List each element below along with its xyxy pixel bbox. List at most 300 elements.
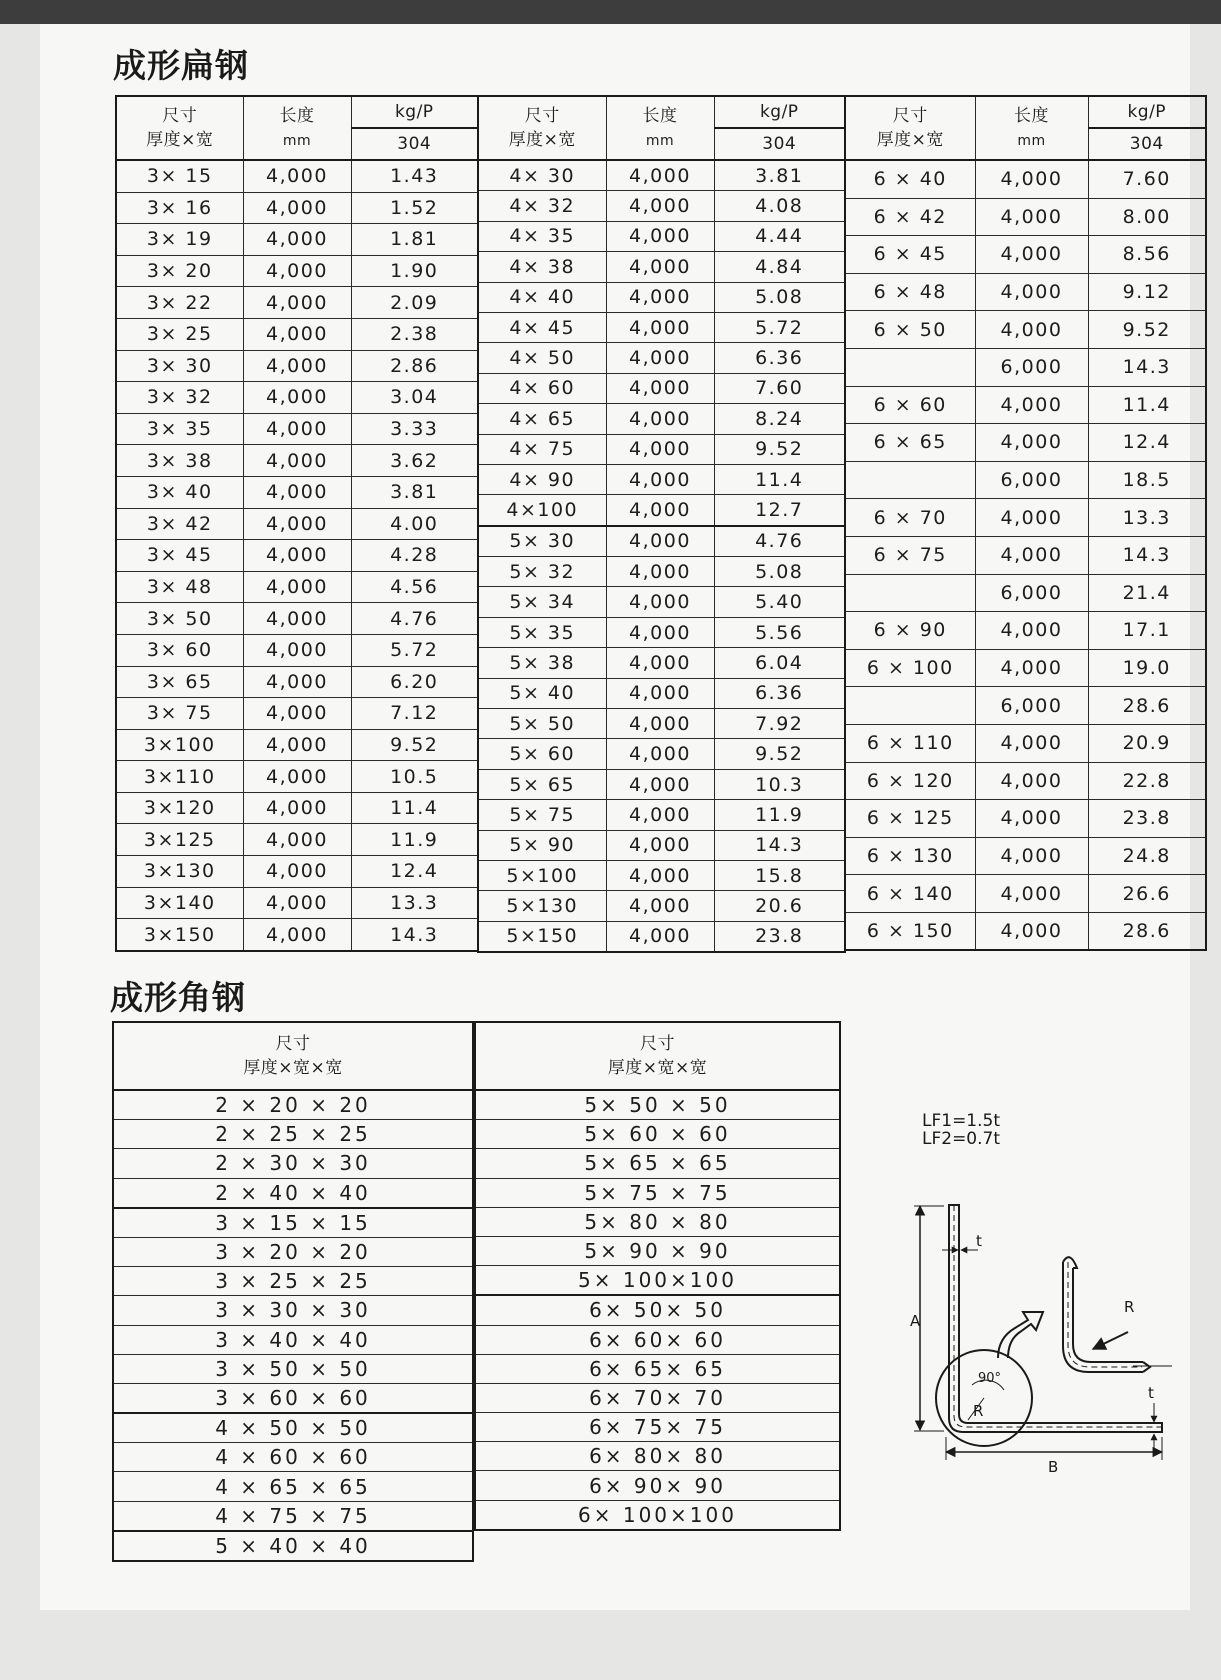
grade-header: 304 bbox=[714, 128, 845, 160]
size-cell: 3× 30 bbox=[116, 350, 243, 382]
weight-cell: 4.44 bbox=[714, 221, 845, 251]
weight-cell: 3.62 bbox=[351, 445, 478, 477]
table-row bbox=[845, 612, 1206, 650]
radius-label-small: R bbox=[973, 1402, 984, 1420]
length-cell: 4,000 bbox=[975, 273, 1088, 311]
weight-cell: 6.20 bbox=[351, 666, 478, 698]
weight-cell: 1.81 bbox=[351, 224, 478, 256]
table-row bbox=[845, 273, 1206, 311]
length-cell: 4,000 bbox=[975, 837, 1088, 875]
table-row bbox=[845, 837, 1206, 875]
angle-steel-title: 成形角钢 bbox=[110, 978, 246, 1017]
length-cell: 4,000 bbox=[243, 698, 351, 730]
length-cell: 4,000 bbox=[243, 887, 351, 919]
size-cell: 3× 16 bbox=[116, 192, 243, 224]
length-cell: 4,000 bbox=[975, 236, 1088, 274]
angle-size-cell: 2 × 40 × 40 bbox=[113, 1178, 473, 1208]
length-cell: 4,000 bbox=[606, 587, 714, 617]
length-cell: 4,000 bbox=[243, 445, 351, 477]
size-cell: 3× 25 bbox=[116, 318, 243, 350]
table-row bbox=[845, 724, 1206, 762]
weight-cell: 20.6 bbox=[714, 891, 845, 921]
table-row bbox=[475, 1120, 840, 1149]
table-row bbox=[478, 739, 845, 769]
table-row bbox=[475, 1413, 840, 1442]
weight-cell: 24.8 bbox=[1088, 837, 1206, 875]
weight-cell: 22.8 bbox=[1088, 762, 1206, 800]
weight-header: kg/P bbox=[714, 96, 845, 128]
table-row bbox=[478, 860, 845, 890]
length-cell: 4,000 bbox=[606, 160, 714, 191]
length-cell: 4,000 bbox=[243, 666, 351, 698]
table-row bbox=[116, 224, 478, 256]
weight-cell: 3.33 bbox=[351, 413, 478, 445]
weight-cell: 19.0 bbox=[1088, 649, 1206, 687]
table-row bbox=[475, 1295, 840, 1325]
length-cell: 4,000 bbox=[243, 761, 351, 793]
size-cell: 4× 60 bbox=[478, 373, 606, 403]
size-cell: 6 × 150 bbox=[845, 912, 975, 950]
length-cell: 4,000 bbox=[243, 571, 351, 603]
size-cell: 5×130 bbox=[478, 891, 606, 921]
size-cell: 4× 35 bbox=[478, 221, 606, 251]
weight-cell: 2.38 bbox=[351, 318, 478, 350]
size-cell: 3×125 bbox=[116, 824, 243, 856]
angle-size-cell: 4 × 65 × 65 bbox=[113, 1472, 473, 1501]
angle-size-cell: 5 × 40 × 40 bbox=[113, 1531, 473, 1561]
table-row bbox=[113, 1149, 473, 1178]
table-row bbox=[478, 921, 845, 952]
table-row bbox=[116, 445, 478, 477]
table-row bbox=[478, 891, 845, 921]
weight-cell: 8.56 bbox=[1088, 236, 1206, 274]
length-cell: 4,000 bbox=[606, 282, 714, 312]
size-header: 尺寸 厚度×宽 bbox=[478, 96, 606, 160]
table-row bbox=[116, 413, 478, 445]
angle-size-cell: 6× 65× 65 bbox=[475, 1354, 840, 1383]
grade-header: 304 bbox=[1088, 128, 1206, 160]
weight-cell: 5.08 bbox=[714, 282, 845, 312]
size-cell: 6 × 140 bbox=[845, 875, 975, 913]
weight-cell: 13.3 bbox=[1088, 499, 1206, 537]
length-cell: 6,000 bbox=[975, 461, 1088, 499]
angle-size-cell: 4 × 50 × 50 bbox=[113, 1413, 473, 1443]
weight-cell: 23.8 bbox=[1088, 800, 1206, 838]
table-row bbox=[478, 373, 845, 403]
size-cell: 4× 40 bbox=[478, 282, 606, 312]
table-row bbox=[845, 762, 1206, 800]
angle-size-cell: 6× 75× 75 bbox=[475, 1413, 840, 1442]
table-row bbox=[845, 499, 1206, 537]
length-cell: 4,000 bbox=[606, 252, 714, 282]
table-row bbox=[116, 761, 478, 793]
table-row bbox=[478, 830, 845, 860]
weight-cell: 3.81 bbox=[351, 476, 478, 508]
length-cell: 4,000 bbox=[606, 769, 714, 799]
angle-size-header: 尺寸 厚度×宽×宽 bbox=[113, 1022, 473, 1090]
table-row bbox=[478, 617, 845, 647]
weight-cell: 5.72 bbox=[714, 312, 845, 342]
lf2-formula: LF2=0.7t bbox=[922, 1129, 1001, 1149]
table-row bbox=[845, 574, 1206, 612]
weight-cell: 4.08 bbox=[714, 191, 845, 221]
table-row bbox=[475, 1325, 840, 1354]
weight-cell: 5.08 bbox=[714, 557, 845, 587]
weight-cell: 10.5 bbox=[351, 761, 478, 793]
length-cell: 4,000 bbox=[975, 875, 1088, 913]
weight-cell: 7.12 bbox=[351, 698, 478, 730]
length-cell: 4,000 bbox=[606, 464, 714, 494]
length-cell: 4,000 bbox=[975, 762, 1088, 800]
length-cell: 4,000 bbox=[975, 160, 1088, 198]
table-row bbox=[478, 221, 845, 251]
flat-steel-table-2 bbox=[477, 95, 846, 953]
weight-cell: 6.36 bbox=[714, 343, 845, 373]
size-cell: 5× 30 bbox=[478, 526, 606, 557]
table-row bbox=[478, 800, 845, 830]
length-cell: 4,000 bbox=[975, 198, 1088, 236]
length-cell: 4,000 bbox=[606, 800, 714, 830]
size-cell: 6 × 65 bbox=[845, 424, 975, 462]
table-row bbox=[116, 887, 478, 919]
size-cell: 4× 90 bbox=[478, 464, 606, 494]
flat-steel-table-3 bbox=[844, 95, 1207, 951]
weight-cell: 14.3 bbox=[1088, 536, 1206, 574]
angle-size-cell: 6× 80× 80 bbox=[475, 1442, 840, 1471]
weight-cell: 23.8 bbox=[714, 921, 845, 952]
size-cell: 6 × 110 bbox=[845, 724, 975, 762]
size-cell: 4× 38 bbox=[478, 252, 606, 282]
weight-cell: 4.84 bbox=[714, 252, 845, 282]
table-row bbox=[113, 1531, 473, 1561]
size-cell: 3× 32 bbox=[116, 382, 243, 414]
length-cell: 4,000 bbox=[975, 612, 1088, 650]
table-row bbox=[116, 287, 478, 319]
table-row bbox=[113, 1267, 473, 1296]
table-row bbox=[475, 1090, 840, 1120]
angle-size-cell: 5× 50 × 50 bbox=[475, 1090, 840, 1120]
weight-cell: 7.60 bbox=[1088, 160, 1206, 198]
size-cell: 3× 50 bbox=[116, 603, 243, 635]
length-cell: 4,000 bbox=[243, 224, 351, 256]
table-row bbox=[478, 495, 845, 526]
size-cell: 5× 40 bbox=[478, 678, 606, 708]
table-row bbox=[116, 603, 478, 635]
table-row bbox=[478, 557, 845, 587]
length-cell: 4,000 bbox=[243, 540, 351, 572]
table-row bbox=[845, 198, 1206, 236]
angle-size-cell: 3 × 20 × 20 bbox=[113, 1237, 473, 1266]
length-cell: 4,000 bbox=[975, 800, 1088, 838]
angle-size-cell: 5× 75 × 75 bbox=[475, 1178, 840, 1207]
angle-size-cell: 5× 65 × 65 bbox=[475, 1149, 840, 1178]
flat-steel-rows-1 bbox=[116, 160, 478, 951]
flat-steel-rows-2 bbox=[478, 160, 845, 952]
table-row bbox=[845, 536, 1206, 574]
table-row bbox=[845, 386, 1206, 424]
angle-size-header: 尺寸 厚度×宽×宽 bbox=[475, 1022, 840, 1090]
length-cell: 4,000 bbox=[243, 476, 351, 508]
thickness-label: t bbox=[976, 1232, 982, 1250]
table-row bbox=[475, 1500, 840, 1530]
table-row bbox=[478, 587, 845, 617]
angle-size-cell: 6× 50× 50 bbox=[475, 1295, 840, 1325]
size-cell: 3× 42 bbox=[116, 508, 243, 540]
weight-cell: 8.24 bbox=[714, 404, 845, 434]
weight-cell: 3.81 bbox=[714, 160, 845, 191]
table-row bbox=[475, 1383, 840, 1412]
table-row bbox=[113, 1501, 473, 1531]
size-cell: 5×100 bbox=[478, 860, 606, 890]
length-cell: 4,000 bbox=[606, 312, 714, 342]
size-cell: 3× 35 bbox=[116, 413, 243, 445]
weight-cell: 9.52 bbox=[351, 729, 478, 761]
angle-size-cell: 3 × 40 × 40 bbox=[113, 1325, 473, 1354]
size-cell: 3×130 bbox=[116, 856, 243, 888]
weight-header: kg/P bbox=[351, 96, 478, 128]
angle-size-cell: 3 × 30 × 30 bbox=[113, 1296, 473, 1325]
table-row bbox=[478, 434, 845, 464]
table-row bbox=[113, 1325, 473, 1354]
weight-cell: 10.3 bbox=[714, 769, 845, 799]
weight-cell: 11.4 bbox=[714, 464, 845, 494]
table-row bbox=[113, 1237, 473, 1266]
size-cell: 3× 75 bbox=[116, 698, 243, 730]
size-cell: 5× 38 bbox=[478, 648, 606, 678]
table-row bbox=[475, 1149, 840, 1178]
table-row bbox=[116, 856, 478, 888]
angle-size-cell: 3 × 25 × 25 bbox=[113, 1267, 473, 1296]
size-cell: 4×100 bbox=[478, 495, 606, 526]
size-cell bbox=[845, 574, 975, 612]
size-cell: 4× 32 bbox=[478, 191, 606, 221]
zoomed-bend bbox=[1063, 1262, 1143, 1372]
angle-size-cell: 3 × 15 × 15 bbox=[113, 1208, 473, 1238]
weight-cell: 15.8 bbox=[714, 860, 845, 890]
table-row bbox=[116, 476, 478, 508]
length-cell: 4,000 bbox=[606, 343, 714, 373]
dim-a-label: A bbox=[910, 1312, 921, 1330]
length-cell: 4,000 bbox=[243, 856, 351, 888]
table-row bbox=[113, 1090, 473, 1120]
flat-steel-title: 成形扁钢 bbox=[113, 46, 249, 85]
length-cell: 4,000 bbox=[243, 350, 351, 382]
flat-steel-table-1 bbox=[115, 95, 479, 952]
thickness-label-2: t bbox=[1148, 1384, 1154, 1402]
length-cell: 4,000 bbox=[606, 495, 714, 526]
angle-size-cell: 5× 100×100 bbox=[475, 1266, 840, 1296]
angle-size-cell: 5× 80 × 80 bbox=[475, 1207, 840, 1236]
radius-label: R bbox=[1124, 1298, 1135, 1316]
length-cell: 4,000 bbox=[243, 729, 351, 761]
weight-cell: 18.5 bbox=[1088, 461, 1206, 499]
length-cell: 4,000 bbox=[606, 617, 714, 647]
length-cell: 4,000 bbox=[243, 192, 351, 224]
table-row bbox=[478, 648, 845, 678]
grade-header: 304 bbox=[351, 128, 478, 160]
weight-cell: 11.9 bbox=[714, 800, 845, 830]
length-cell: 4,000 bbox=[975, 724, 1088, 762]
size-cell: 6 × 75 bbox=[845, 536, 975, 574]
size-cell: 3× 38 bbox=[116, 445, 243, 477]
angle-size-cell: 4 × 75 × 75 bbox=[113, 1501, 473, 1531]
angle-label: 90° bbox=[978, 1371, 1002, 1386]
table-row bbox=[116, 382, 478, 414]
zoom-arrow bbox=[998, 1312, 1043, 1358]
length-header: 长度 mm bbox=[975, 96, 1088, 160]
size-cell: 3× 40 bbox=[116, 476, 243, 508]
size-cell: 6 × 60 bbox=[845, 386, 975, 424]
length-cell: 4,000 bbox=[606, 221, 714, 251]
table-row bbox=[478, 769, 845, 799]
size-cell: 3×100 bbox=[116, 729, 243, 761]
centerline bbox=[954, 1205, 1162, 1427]
table-row bbox=[113, 1413, 473, 1443]
size-cell: 6 × 125 bbox=[845, 800, 975, 838]
weight-cell: 5.72 bbox=[351, 634, 478, 666]
table-row bbox=[478, 191, 845, 221]
size-cell: 3× 20 bbox=[116, 255, 243, 287]
table-row bbox=[113, 1178, 473, 1208]
radius-pointer bbox=[1093, 1332, 1128, 1349]
size-cell: 6 × 48 bbox=[845, 273, 975, 311]
size-cell bbox=[845, 461, 975, 499]
size-cell: 3× 45 bbox=[116, 540, 243, 572]
table-row bbox=[116, 919, 478, 951]
weight-cell: 4.56 bbox=[351, 571, 478, 603]
table-row bbox=[478, 160, 845, 191]
dim-b-label: B bbox=[1048, 1458, 1059, 1476]
table-row bbox=[845, 687, 1206, 725]
weight-cell: 1.52 bbox=[351, 192, 478, 224]
table-row bbox=[475, 1471, 840, 1500]
weight-cell: 12.7 bbox=[714, 495, 845, 526]
length-cell: 4,000 bbox=[243, 919, 351, 951]
weight-cell: 14.3 bbox=[351, 919, 478, 951]
angle-steel-table-2 bbox=[474, 1021, 841, 1531]
size-cell: 6 × 120 bbox=[845, 762, 975, 800]
size-cell: 6 × 42 bbox=[845, 198, 975, 236]
size-cell: 3×110 bbox=[116, 761, 243, 793]
weight-cell: 28.6 bbox=[1088, 912, 1206, 950]
angle-size-cell: 5× 90 × 90 bbox=[475, 1236, 840, 1265]
size-cell: 3×150 bbox=[116, 919, 243, 951]
length-cell: 4,000 bbox=[606, 434, 714, 464]
size-header: 尺寸 厚度×宽 bbox=[845, 96, 975, 160]
table-row bbox=[116, 318, 478, 350]
size-cell: 6 × 130 bbox=[845, 837, 975, 875]
table-row bbox=[116, 698, 478, 730]
size-cell: 6 × 50 bbox=[845, 311, 975, 349]
table-row bbox=[478, 526, 845, 557]
weight-cell: 21.4 bbox=[1088, 574, 1206, 612]
table-row bbox=[475, 1354, 840, 1383]
weight-cell: 12.4 bbox=[351, 856, 478, 888]
weight-cell: 28.6 bbox=[1088, 687, 1206, 725]
table-row bbox=[116, 571, 478, 603]
length-cell: 4,000 bbox=[975, 536, 1088, 574]
weight-cell: 4.00 bbox=[351, 508, 478, 540]
size-cell: 5× 35 bbox=[478, 617, 606, 647]
weight-header: kg/P bbox=[1088, 96, 1206, 128]
weight-cell: 4.76 bbox=[714, 526, 845, 557]
size-cell: 5× 32 bbox=[478, 557, 606, 587]
table-row bbox=[475, 1266, 840, 1296]
table-row bbox=[845, 424, 1206, 462]
weight-cell: 14.3 bbox=[714, 830, 845, 860]
size-cell: 5× 34 bbox=[478, 587, 606, 617]
size-cell: 3× 48 bbox=[116, 571, 243, 603]
table-row bbox=[113, 1472, 473, 1501]
size-cell: 3×140 bbox=[116, 887, 243, 919]
table-row bbox=[845, 348, 1206, 386]
table-row bbox=[116, 634, 478, 666]
length-cell: 4,000 bbox=[606, 860, 714, 890]
length-cell: 4,000 bbox=[975, 499, 1088, 537]
size-cell: 6 × 100 bbox=[845, 649, 975, 687]
size-cell: 4× 45 bbox=[478, 312, 606, 342]
table-row bbox=[116, 666, 478, 698]
weight-cell: 8.00 bbox=[1088, 198, 1206, 236]
weight-cell: 9.12 bbox=[1088, 273, 1206, 311]
weight-cell: 5.56 bbox=[714, 617, 845, 647]
length-cell: 4,000 bbox=[975, 424, 1088, 462]
weight-cell: 2.09 bbox=[351, 287, 478, 319]
length-cell: 4,000 bbox=[606, 921, 714, 952]
angle-size-cell: 3 × 50 × 50 bbox=[113, 1354, 473, 1383]
length-cell: 4,000 bbox=[606, 557, 714, 587]
size-cell: 3×120 bbox=[116, 792, 243, 824]
table-row bbox=[845, 875, 1206, 913]
weight-cell: 1.43 bbox=[351, 160, 478, 192]
length-cell: 4,000 bbox=[975, 386, 1088, 424]
length-cell: 4,000 bbox=[243, 255, 351, 287]
table-row bbox=[478, 678, 845, 708]
size-cell: 6 × 45 bbox=[845, 236, 975, 274]
weight-cell: 26.6 bbox=[1088, 875, 1206, 913]
table-row bbox=[113, 1443, 473, 1472]
table-row bbox=[113, 1296, 473, 1325]
table-row bbox=[478, 282, 845, 312]
lf1-formula: LF1=1.5t bbox=[922, 1111, 1001, 1131]
length-cell: 4,000 bbox=[606, 891, 714, 921]
size-cell: 4× 75 bbox=[478, 434, 606, 464]
size-cell: 4× 65 bbox=[478, 404, 606, 434]
size-cell: 5× 65 bbox=[478, 769, 606, 799]
size-cell: 3× 19 bbox=[116, 224, 243, 256]
table-row bbox=[116, 192, 478, 224]
angle-size-cell: 5× 60 × 60 bbox=[475, 1120, 840, 1149]
size-cell: 5× 50 bbox=[478, 709, 606, 739]
weight-cell: 14.3 bbox=[1088, 348, 1206, 386]
flat-steel-rows-3 bbox=[845, 160, 1206, 950]
weight-cell: 2.86 bbox=[351, 350, 478, 382]
size-cell bbox=[845, 687, 975, 725]
angle-size-cell: 6× 90× 90 bbox=[475, 1471, 840, 1500]
length-cell: 4,000 bbox=[606, 709, 714, 739]
length-cell: 4,000 bbox=[243, 824, 351, 856]
length-cell: 4,000 bbox=[243, 413, 351, 445]
table-row bbox=[845, 311, 1206, 349]
weight-cell: 11.9 bbox=[351, 824, 478, 856]
table-row bbox=[845, 461, 1206, 499]
top-bar bbox=[0, 0, 1221, 24]
table-row bbox=[845, 800, 1206, 838]
table-row bbox=[113, 1208, 473, 1238]
table-row bbox=[478, 343, 845, 373]
table-row bbox=[845, 236, 1206, 274]
length-cell: 4,000 bbox=[975, 649, 1088, 687]
